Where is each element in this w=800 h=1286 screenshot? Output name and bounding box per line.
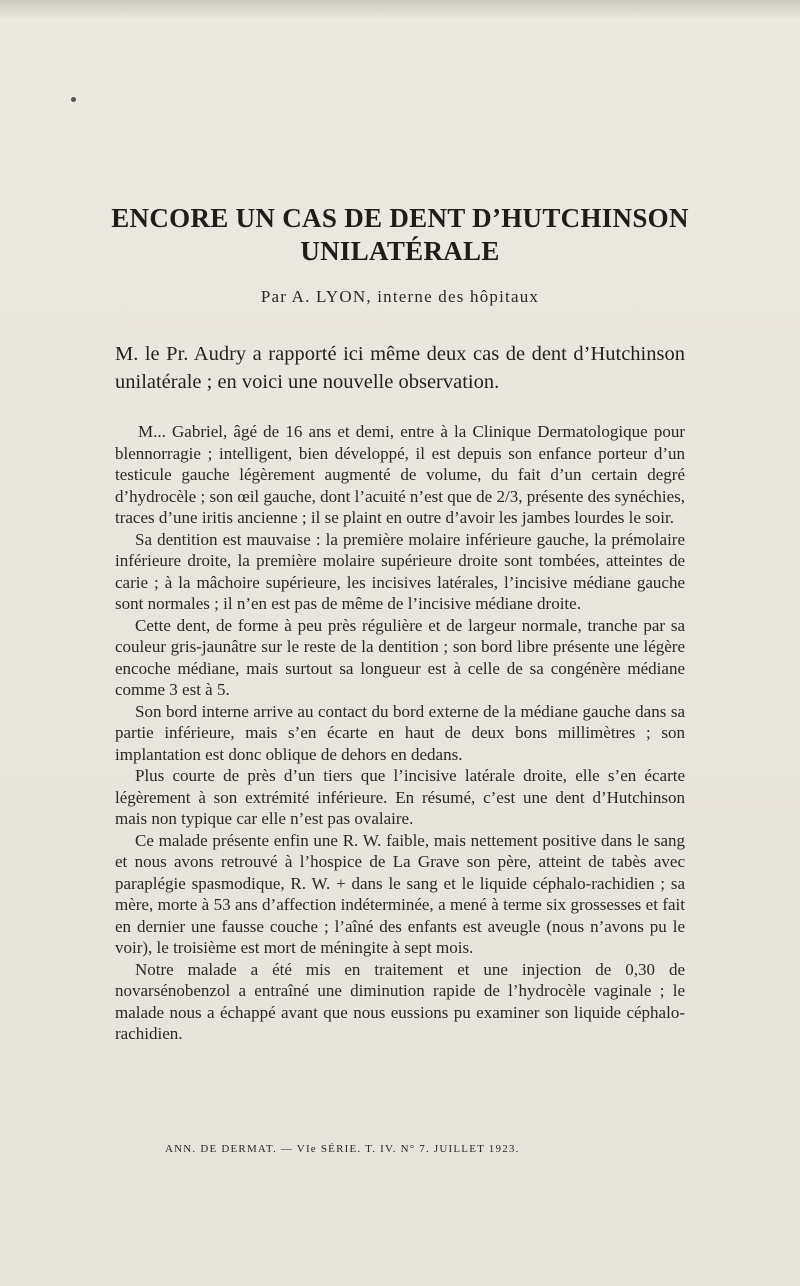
body-paragraph: Plus courte de près d’un tiers que l’incisive latérale droite, elle s’en écarte légèrement à son extrémité inférieure. En résumé, c’est une dent d’Hutchinson mais non typique car elle n’est pas ovalaire. bbox=[115, 766, 685, 828]
body-paragraph: Son bord interne arrive au contact du bord externe de la médiane gauche dans sa partie inférieure, mais s’en écarte en haut de deux bons millimètres ; son implantation est donc oblique de dehors en dedans. bbox=[115, 701, 685, 764]
article-title-line-2: UNILATÉRALE bbox=[300, 236, 500, 266]
body-paragraph: Sa dentition est mauvaise : la première molaire inférieure gauche, la prémolaire inférieure droite, la première molaire supérieure droite sont tombées, atteintes de carie ; à la mâchoire supérieure, les incisives latérales, l’incisive médiane gauche sont normales ; il n’en est pas de même de l’incisive médiane droite. bbox=[115, 529, 685, 613]
article-title-line-1: ENCORE UN CAS DE DENT D’HUTCHINSON bbox=[111, 203, 689, 233]
page-top-edge bbox=[0, 0, 800, 20]
body-paragraph: Ce malade présente enfin une R. W. faible, mais nettement positive dans le sang et nous avons retrouvé à l’hospice de La Grave son père, atteint de tabès avec paraplégie spasmodique, R. W. + dans le sang et le liquide céphalo-rachidien ; sa mère, morte à 53 ans d’affection indéterminée, a mené à terme six grossesses et fait en dernier une fausse couche ; l’aîné des enfants est aveugle (nous n’avons pu le voir), le troisième est mort de méningite à sept mois. bbox=[115, 830, 685, 957]
body-paragraph: Cette dent, de forme à peu près régulière et de largeur normale, tranche par sa couleur gris-jaunâtre sur le reste de la dentition ; son bord libre présente une légère encoche médiane, mais surtout sa longueur est à celle de sa congénère médiane comme 3 est à 5. bbox=[115, 615, 685, 699]
body-paragraph: Notre malade a été mis en traitement et une injection de 0,30 de novarsénobenzol a entraîné une diminution rapide de l’hydrocèle vaginale ; le malade nous a échappé avant que nous eussions pu examiner son liquide céphalo-rachidien. bbox=[115, 959, 685, 1043]
article-body bbox=[115, 421, 685, 1045]
print-speck bbox=[71, 97, 76, 102]
article-byline: Par A. LYON, interne des hôpitaux bbox=[260, 287, 540, 306]
body-paragraph: M... Gabriel, âgé de 16 ans et demi, entre à la Clinique Dermatologique pour blennorragie ; intelligent, bien développé, il est depuis son enfance porteur d’un testicule gauche légèrement augmenté de volume, du fait d’un certain degré d’hydrocèle ; son œil gauche, dont l’acuité n’est que de 2/3, présente des synéchies, traces d’une iritis ancienne ; il se plaint en outre d’avoir les jambes lourdes le soir. bbox=[115, 422, 685, 527]
journal-footer: ANN. DE DERMAT. — VIe SÉRIE. T. IV. N° 7. JUILLET 1923. bbox=[165, 1143, 520, 1155]
article-intro: M. le Pr. Audry a rapporté ici même deux cas de dent d’Hutchinson unilatérale ; en voici une nouvelle observation. bbox=[115, 343, 685, 393]
